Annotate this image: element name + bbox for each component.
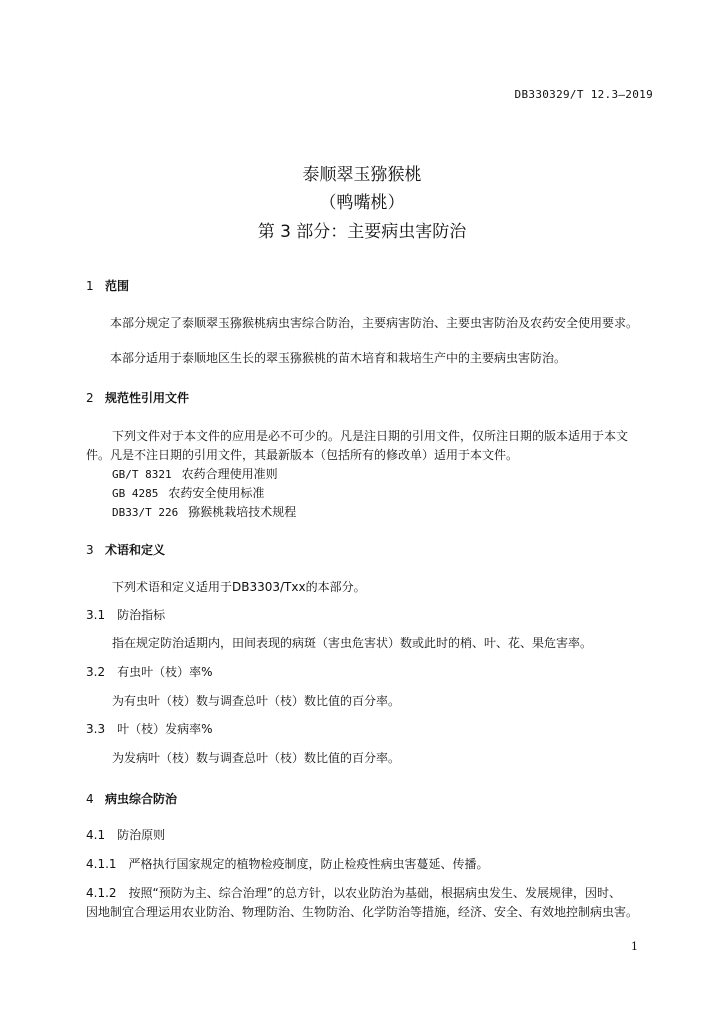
reference-title: 猕猴桃栽培技术规程	[188, 505, 297, 519]
reference-code: GB 4285	[112, 487, 159, 500]
term-number: 3.2	[86, 665, 106, 679]
section-heading-3	[86, 541, 165, 558]
document-title-line-2: （鸭嘴桃）	[319, 193, 405, 213]
clause-text: 按照“预防为主、综合治理”的总方针，以农业防治为基础，根据病虫发生、发展规律，因时、	[128, 886, 621, 900]
document-title-line-3: 第 3 部分：主要病虫害防治	[257, 222, 467, 242]
clause-number: 4.1.2	[86, 886, 117, 900]
term-title: 防治指标	[117, 608, 166, 622]
section-heading-2	[86, 389, 189, 406]
reference-code: GB/T 8321	[112, 468, 172, 481]
clause-4-1-2	[86, 884, 621, 901]
section-heading-1	[86, 277, 129, 294]
term-heading-3-3	[86, 720, 213, 737]
reference-item	[112, 465, 278, 482]
document-title-line-1: 泰顺翠玉猕猴桃	[302, 165, 422, 185]
section-number: 2	[86, 391, 94, 405]
section-number: 4	[86, 792, 94, 806]
term-title: 叶（枝）发病率%	[117, 722, 213, 736]
term-number: 3.3	[86, 722, 106, 736]
paragraph: 下列术语和定义适用于DB3303/Txx的本部分。	[112, 580, 366, 594]
section-number: 1	[86, 279, 94, 293]
standard-code: DB330329/T 12.3—2019	[514, 88, 653, 101]
term-heading-3-2	[86, 663, 213, 680]
section-title: 术语和定义	[105, 543, 166, 557]
reference-title: 农药安全使用标准	[168, 486, 265, 500]
section-title: 规范性引用文件	[105, 391, 190, 405]
subsection-title: 防治原则	[117, 828, 166, 842]
section-title: 病虫综合防治	[105, 792, 178, 806]
paragraph: 本部分规定了泰顺翠玉猕猴桃病虫害综合防治，主要病害防治、主要虫害防治及农药安全使用要求。	[110, 316, 639, 330]
clause-text-continued: 因地制宜合理运用农业防治、物理防治、生物防治、化学防治等措施，经济、安全、有效地控制病虫害。	[86, 905, 639, 919]
section-title: 范围	[105, 279, 130, 293]
subsection-heading-4-1	[86, 826, 165, 843]
term-title: 有虫叶（枝）率%	[117, 665, 213, 679]
term-definition: 指在规定防治适期内，田间表现的病斑（害虫危害状）数或此时的梢、叶、花、果危害率。	[112, 636, 593, 650]
section-heading-4	[86, 790, 177, 807]
clause-number: 4.1.1	[86, 857, 117, 871]
paragraph-continued: 件。凡是不注日期的引用文件，其最新版本（包括所有的修改单）适用于本文件。	[86, 448, 519, 462]
term-definition: 为发病叶（枝）数与调查总叶（枝）数比值的百分率。	[112, 751, 401, 765]
term-definition: 为有虫叶（枝）数与调查总叶（枝）数比值的百分率。	[112, 694, 401, 708]
reference-item	[112, 503, 296, 520]
subsection-number: 4.1	[86, 828, 106, 842]
page-number: 1	[631, 940, 638, 953]
section-number: 3	[86, 543, 94, 557]
reference-title: 农药合理使用准则	[181, 467, 278, 481]
reference-code: DB33/T 226	[112, 506, 179, 519]
clause-text: 严格执行国家规定的植物检疫制度，防止检疫性病虫害蔓延、传播。	[128, 857, 489, 871]
term-number: 3.1	[86, 608, 106, 622]
reference-item	[112, 484, 264, 501]
term-heading-3-1	[86, 606, 165, 623]
paragraph: 下列文件对于本文件的应用是必不可少的。凡是注日期的引用文件，仅所注日期的版本适用于本文	[112, 429, 629, 443]
clause-4-1-1	[86, 855, 489, 872]
paragraph: 本部分适用于泰顺地区生长的翠玉猕猴桃的苗木培育和栽培生产中的主要病虫害防治。	[110, 351, 567, 365]
